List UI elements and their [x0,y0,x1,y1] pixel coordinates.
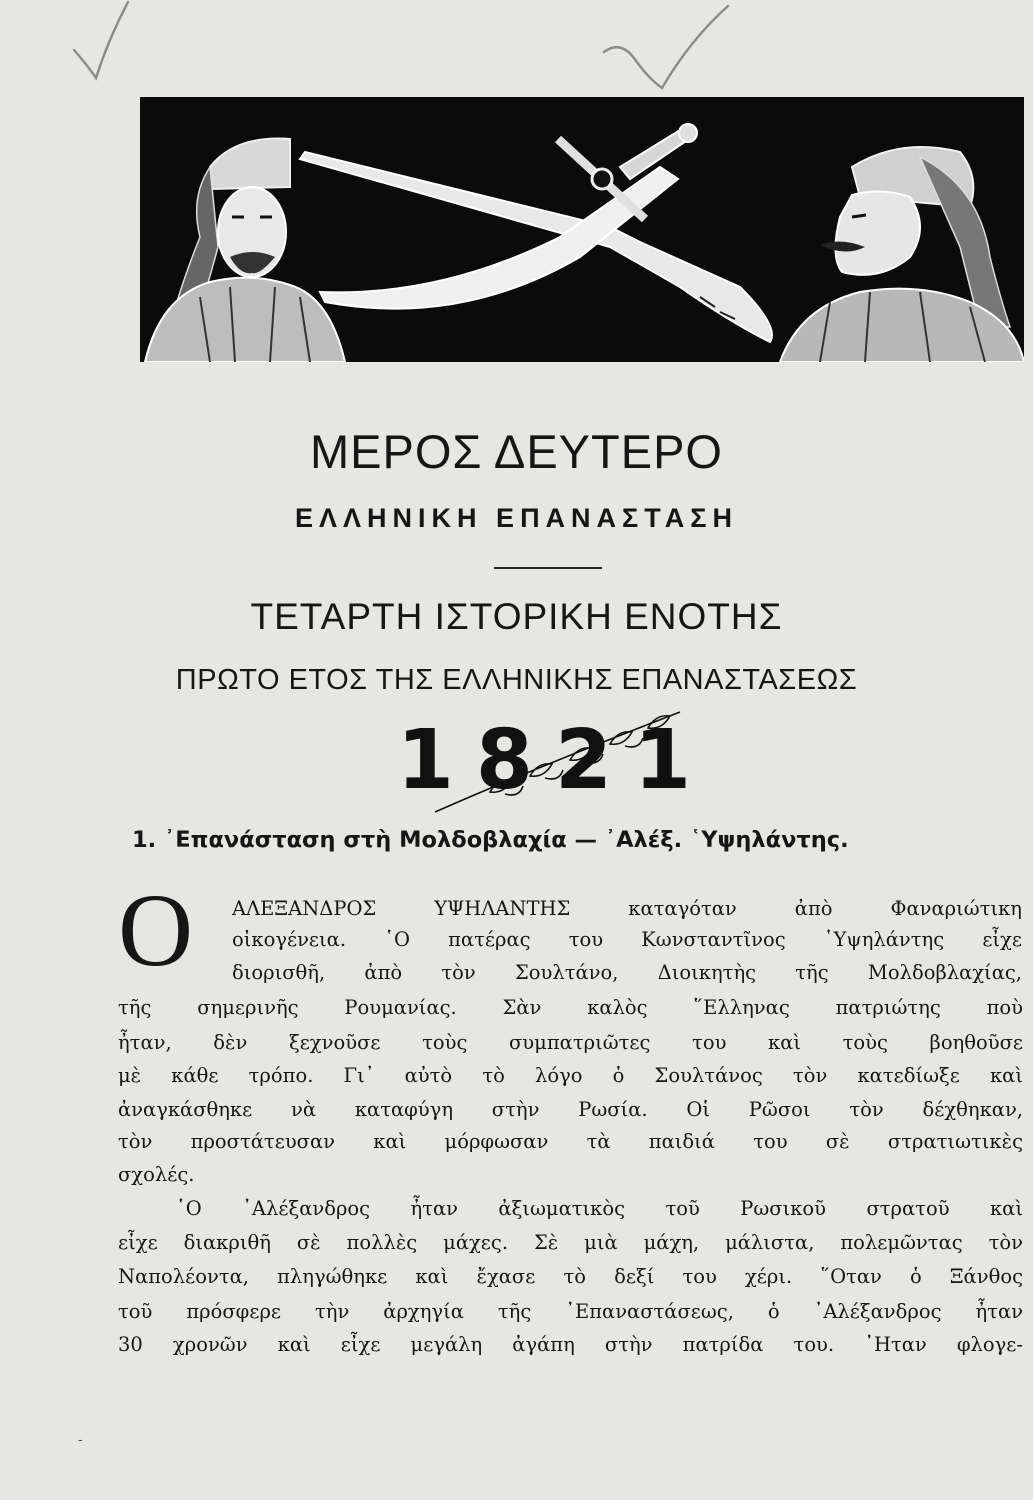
body-line: τὸν προστάτευσαν καὶ μόρφωσαν τὰ παιδιά του σὲ στρατιωτικὲς [118,1130,1023,1153]
year-1821-text: 1821 [396,713,714,808]
part-title: ΜΕΡΟΣ ΔΕΥΤΕΡΟ [310,425,723,478]
drop-cap: Ο [118,873,194,988]
body-line: σχολές. [118,1163,195,1186]
margin-mark: - [78,1432,83,1448]
title-divider [494,567,602,569]
pencil-checkmark-left-icon [68,0,138,90]
body-line: 30 χρονῶν καὶ εἶχε μεγάλη ἀγάπη στὴν πατρίδα του. ᾿Ηταν φλογε- [118,1333,1023,1356]
unit-title: ΤΕΤΑΡΤΗ ΙΣΤΟΡΙΚΗ ΕΝΟΤΗΣ [250,596,783,637]
body-line: ῾Ο ᾿Αλέξανδρος ἦταν ἀξιωματικὸς τοῦ Ρωσικοῦ στρατοῦ καὶ [176,1197,1023,1220]
body-line: τῆς σημερινῆς Ρουμανίας. Σὰν καλὸς ῞Ελληνας πατριώτης ποὺ [118,996,1023,1019]
body-line: ἀναγκάσθηκε νὰ καταφύγη στὴν Ρωσία. Οἱ Ρῶσοι τὸν δέχθηκαν, [118,1098,1023,1121]
body-line: ἦταν, δὲν ξεχνοῦσε τοὺς συμπατριῶτες του καὶ τοὺς βοηθοῦσε [118,1031,1023,1054]
body-line: διορισθῆ, ἀπὸ τὸν Σουλτάνο, Διοικητὴς τῆς Μολδοβλαχίας, [232,961,1022,984]
chapter-heading: 1. ᾿Επανάσταση στὴ Μολδοβλαχία — ᾿Αλέξ. ῾Υψηλάντης. [132,827,849,853]
body-line: τοῦ πρόσφερε τὴν ἀρχηγία τῆς ᾿Επαναστάσεως, ὁ ᾿Αλέξανδρος ἦταν [118,1300,1023,1323]
pencil-checkmark-right-icon [600,0,740,95]
body-line: εἶχε διακριθῆ σὲ πολλὲς μάχες. Σὲ μιὰ μάχη, μάλιστα, πολεμῶντας τὸν [118,1231,1023,1254]
body-line: Ναπολέοντα, πληγώθηκε καὶ ἔχασε τὸ δεξί του χέρι. ῞Οταν ὁ Ξάνθος [118,1265,1023,1288]
year-subtitle: ΠΡΩΤΟ ΕΤΟΣ ΤΗΣ ΕΛΛΗΝΙΚΗΣ ΕΠΑΝΑΣΤΑΣΕΩΣ [175,664,858,696]
body-line: ΑΛΕΞΑΝΔΡΟΣ ΥΨΗΛΑΝΤΗΣ καταγόταν ἀπὸ Φαναριώτικη [232,897,1022,920]
part-subtitle: ΕΛΛΗΝΙΚΗ ΕΠΑΝΑΣΤΑΣΗ [295,503,738,533]
body-line: μὲ κάθε τρόπο. Γι᾿ αὐτὸ τὸ λόγο ὁ Σουλτάνος τὸν κατεδίωξε καὶ [118,1064,1023,1087]
warriors-swords-illustration [140,97,1024,362]
body-line: οἰκογένεια. ῾Ο πατέρας του Κωνσταντῖνος ῾Υψηλάντης εἶχε [232,928,1022,951]
year-1821-graphic [380,700,730,818]
